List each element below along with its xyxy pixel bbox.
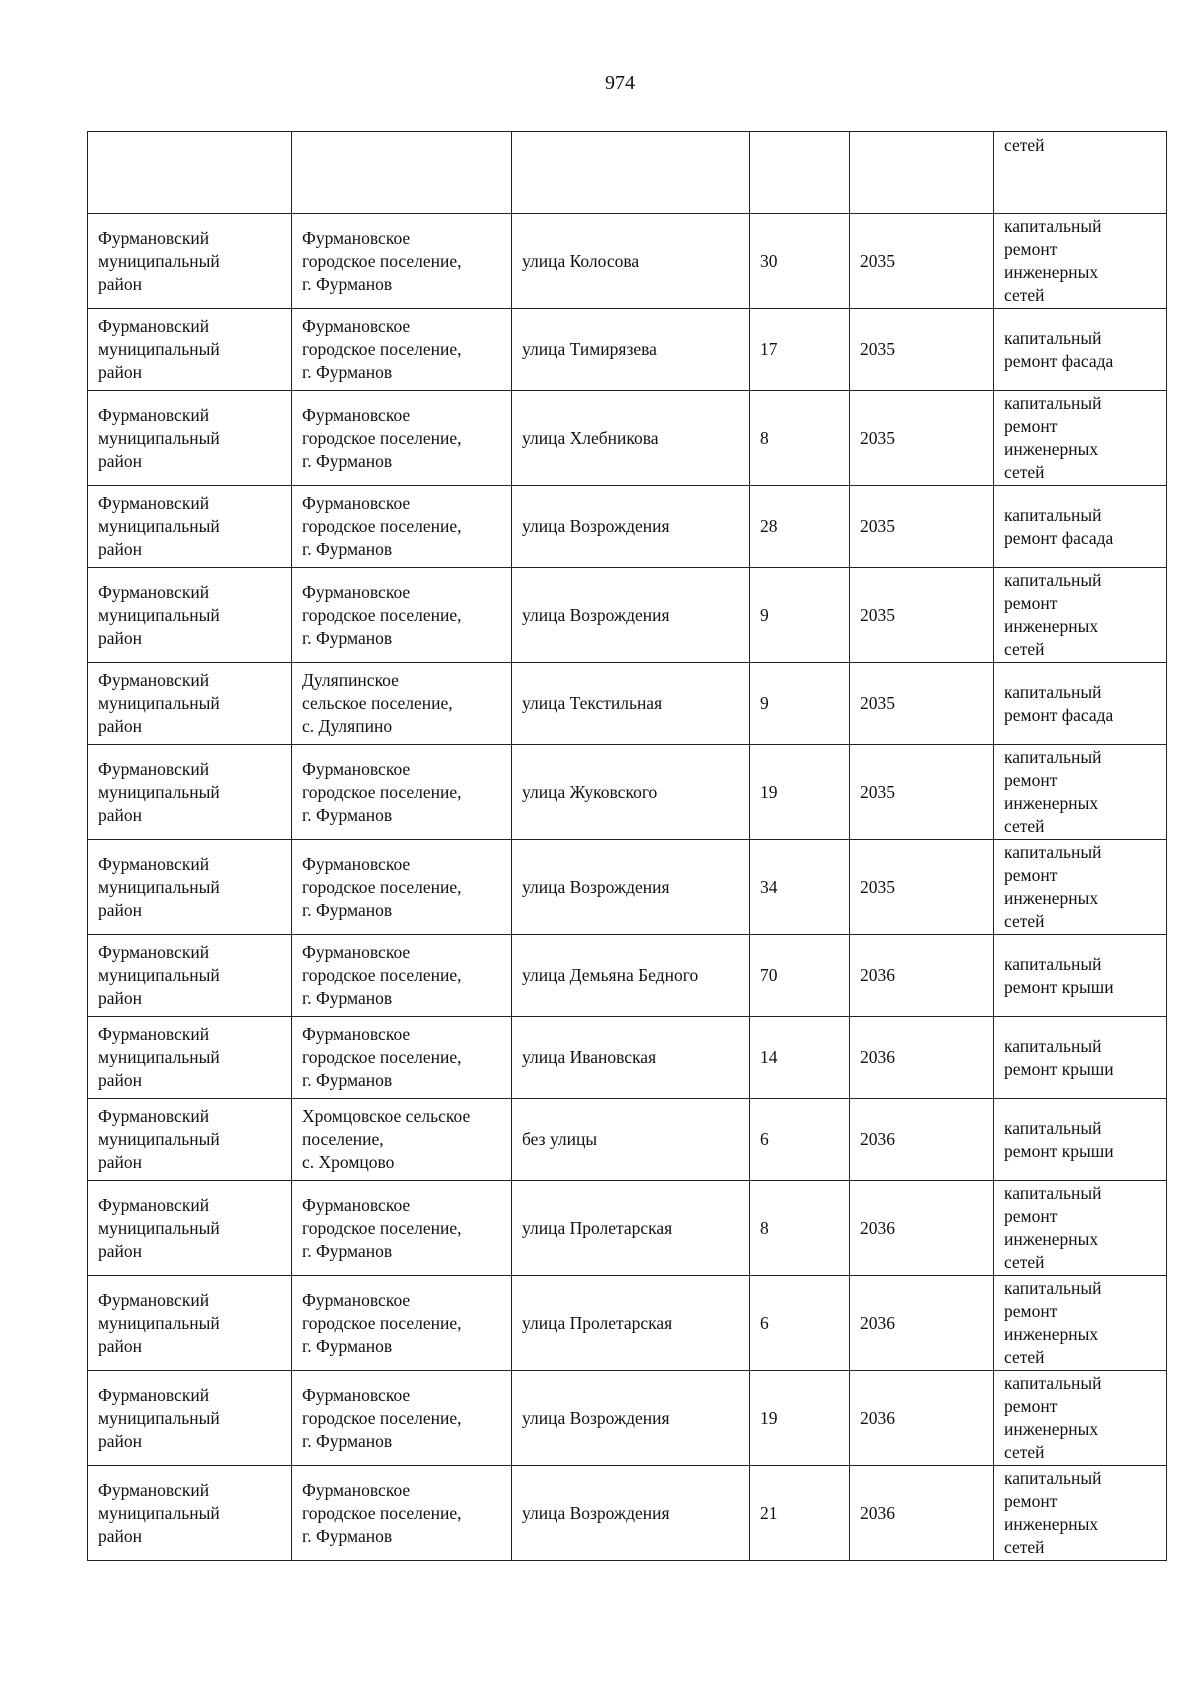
cell-work: капитальный ремонт инженерных сетей — [994, 840, 1167, 935]
cell-settlement: Фурмановское городское поселение, г. Фурманов — [292, 568, 512, 663]
cell-work: капитальный ремонт инженерных сетей — [994, 568, 1167, 663]
continued-row — [88, 132, 1167, 214]
table-row — [88, 745, 1167, 840]
cell-house: 34 — [750, 840, 850, 935]
table-row — [88, 1099, 1167, 1181]
cell-work: капитальный ремонт фасада — [994, 486, 1167, 568]
cell-settlement: Фурмановское городское поселение, г. Фурманов — [292, 1276, 512, 1371]
cell-house: 17 — [750, 309, 850, 391]
table-row — [88, 1017, 1167, 1099]
cell-work: сетей — [994, 132, 1167, 214]
cell-work: капитальный ремонт фасада — [994, 309, 1167, 391]
cell-street: улица Текстильная — [512, 663, 750, 745]
cell-street — [512, 132, 750, 214]
cell-settlement: Фурмановское городское поселение, г. Фурманов — [292, 745, 512, 840]
cell-house: 30 — [750, 214, 850, 309]
cell-year: 2036 — [850, 1371, 994, 1466]
cell-street: улица Жуковского — [512, 745, 750, 840]
table-row — [88, 935, 1167, 1017]
cell-settlement: Фурмановское городское поселение, г. Фурманов — [292, 309, 512, 391]
table-row — [88, 840, 1167, 935]
cell-year: 2036 — [850, 1017, 994, 1099]
cell-house: 70 — [750, 935, 850, 1017]
cell-work: капитальный ремонт инженерных сетей — [994, 1276, 1167, 1371]
cell-district: Фурмановский муниципальный район — [88, 486, 292, 568]
cell-house: 6 — [750, 1276, 850, 1371]
cell-settlement: Дуляпинское сельское поселение, с. Дуляпино — [292, 663, 512, 745]
cell-district: Фурмановский муниципальный район — [88, 840, 292, 935]
cell-street: улица Возрождения — [512, 1466, 750, 1561]
cell-district: Фурмановский муниципальный район — [88, 391, 292, 486]
table-row — [88, 1466, 1167, 1561]
cell-year: 2036 — [850, 1276, 994, 1371]
cell-settlement: Фурмановское городское поселение, г. Фурманов — [292, 1017, 512, 1099]
cell-street: улица Ивановская — [512, 1017, 750, 1099]
cell-year: 2035 — [850, 840, 994, 935]
cell-house: 9 — [750, 663, 850, 745]
cell-district: Фурмановский муниципальный район — [88, 1276, 292, 1371]
cell-district: Фурмановский муниципальный район — [88, 1017, 292, 1099]
cell-house: 8 — [750, 1181, 850, 1276]
cell-house: 28 — [750, 486, 850, 568]
cell-work: капитальный ремонт инженерных сетей — [994, 1181, 1167, 1276]
cell-year: 2035 — [850, 663, 994, 745]
cell-year: 2036 — [850, 935, 994, 1017]
table-row — [88, 568, 1167, 663]
cell-work: капитальный ремонт инженерных сетей — [994, 1371, 1167, 1466]
table-row — [88, 214, 1167, 309]
table-row — [88, 309, 1167, 391]
cell-street: улица Тимирязева — [512, 309, 750, 391]
cell-house: 21 — [750, 1466, 850, 1561]
cell-district — [88, 132, 292, 214]
table-row — [88, 391, 1167, 486]
cell-district: Фурмановский муниципальный район — [88, 1466, 292, 1561]
cell-settlement: Хромцовское сельское поселение, с. Хромцово — [292, 1099, 512, 1181]
cell-house — [750, 132, 850, 214]
cell-house: 19 — [750, 745, 850, 840]
table-row — [88, 486, 1167, 568]
cell-settlement: Фурмановское городское поселение, г. Фурманов — [292, 935, 512, 1017]
cell-district: Фурмановский муниципальный район — [88, 1181, 292, 1276]
cell-district: Фурмановский муниципальный район — [88, 663, 292, 745]
cell-year: 2035 — [850, 745, 994, 840]
cell-district: Фурмановский муниципальный район — [88, 309, 292, 391]
cell-year: 2036 — [850, 1466, 994, 1561]
cell-district: Фурмановский муниципальный район — [88, 568, 292, 663]
cell-district: Фурмановский муниципальный район — [88, 1099, 292, 1181]
cell-work: капитальный ремонт инженерных сетей — [994, 745, 1167, 840]
cell-work: капитальный ремонт крыши — [994, 1099, 1167, 1181]
cell-house: 19 — [750, 1371, 850, 1466]
cell-year: 2035 — [850, 568, 994, 663]
cell-street: улица Колосова — [512, 214, 750, 309]
cell-house: 14 — [750, 1017, 850, 1099]
cell-year — [850, 132, 994, 214]
table-row — [88, 1371, 1167, 1466]
cell-street: улица Хлебникова — [512, 391, 750, 486]
cell-district: Фурмановский муниципальный район — [88, 214, 292, 309]
cell-street: улица Пролетарская — [512, 1276, 750, 1371]
cell-work: капитальный ремонт крыши — [994, 935, 1167, 1017]
cell-settlement — [292, 132, 512, 214]
cell-district: Фурмановский муниципальный район — [88, 745, 292, 840]
table-row — [88, 1181, 1167, 1276]
cell-settlement: Фурмановское городское поселение, г. Фурманов — [292, 1466, 512, 1561]
cell-street: улица Возрождения — [512, 568, 750, 663]
registry-table-body — [88, 132, 1167, 1561]
cell-work: капитальный ремонт фасада — [994, 663, 1167, 745]
cell-street: улица Возрождения — [512, 840, 750, 935]
cell-year: 2035 — [850, 309, 994, 391]
cell-year: 2036 — [850, 1181, 994, 1276]
cell-district: Фурмановский муниципальный район — [88, 935, 292, 1017]
cell-house: 8 — [750, 391, 850, 486]
cell-year: 2035 — [850, 214, 994, 309]
cell-settlement: Фурмановское городское поселение, г. Фурманов — [292, 1181, 512, 1276]
cell-year: 2035 — [850, 486, 994, 568]
cell-district: Фурмановский муниципальный район — [88, 1371, 292, 1466]
table-row — [88, 1276, 1167, 1371]
cell-house: 6 — [750, 1099, 850, 1181]
cell-street: без улицы — [512, 1099, 750, 1181]
cell-settlement: Фурмановское городское поселение, г. Фурманов — [292, 391, 512, 486]
table-row — [88, 663, 1167, 745]
cell-settlement: Фурмановское городское поселение, г. Фурманов — [292, 840, 512, 935]
cell-work: капитальный ремонт инженерных сетей — [994, 391, 1167, 486]
cell-settlement: Фурмановское городское поселение, г. Фурманов — [292, 486, 512, 568]
registry-table — [87, 131, 1167, 1561]
cell-settlement: Фурмановское городское поселение, г. Фурманов — [292, 1371, 512, 1466]
cell-house: 9 — [750, 568, 850, 663]
cell-year: 2036 — [850, 1099, 994, 1181]
cell-work: капитальный ремонт крыши — [994, 1017, 1167, 1099]
cell-street: улица Возрождения — [512, 486, 750, 568]
cell-year: 2035 — [850, 391, 994, 486]
cell-settlement: Фурмановское городское поселение, г. Фурманов — [292, 214, 512, 309]
cell-work: капитальный ремонт инженерных сетей — [994, 214, 1167, 309]
cell-work: капитальный ремонт инженерных сетей — [994, 1466, 1167, 1561]
cell-street: улица Демьяна Бедного — [512, 935, 750, 1017]
page-number: 974 — [605, 72, 635, 94]
cell-street: улица Пролетарская — [512, 1181, 750, 1276]
cell-street: улица Возрождения — [512, 1371, 750, 1466]
